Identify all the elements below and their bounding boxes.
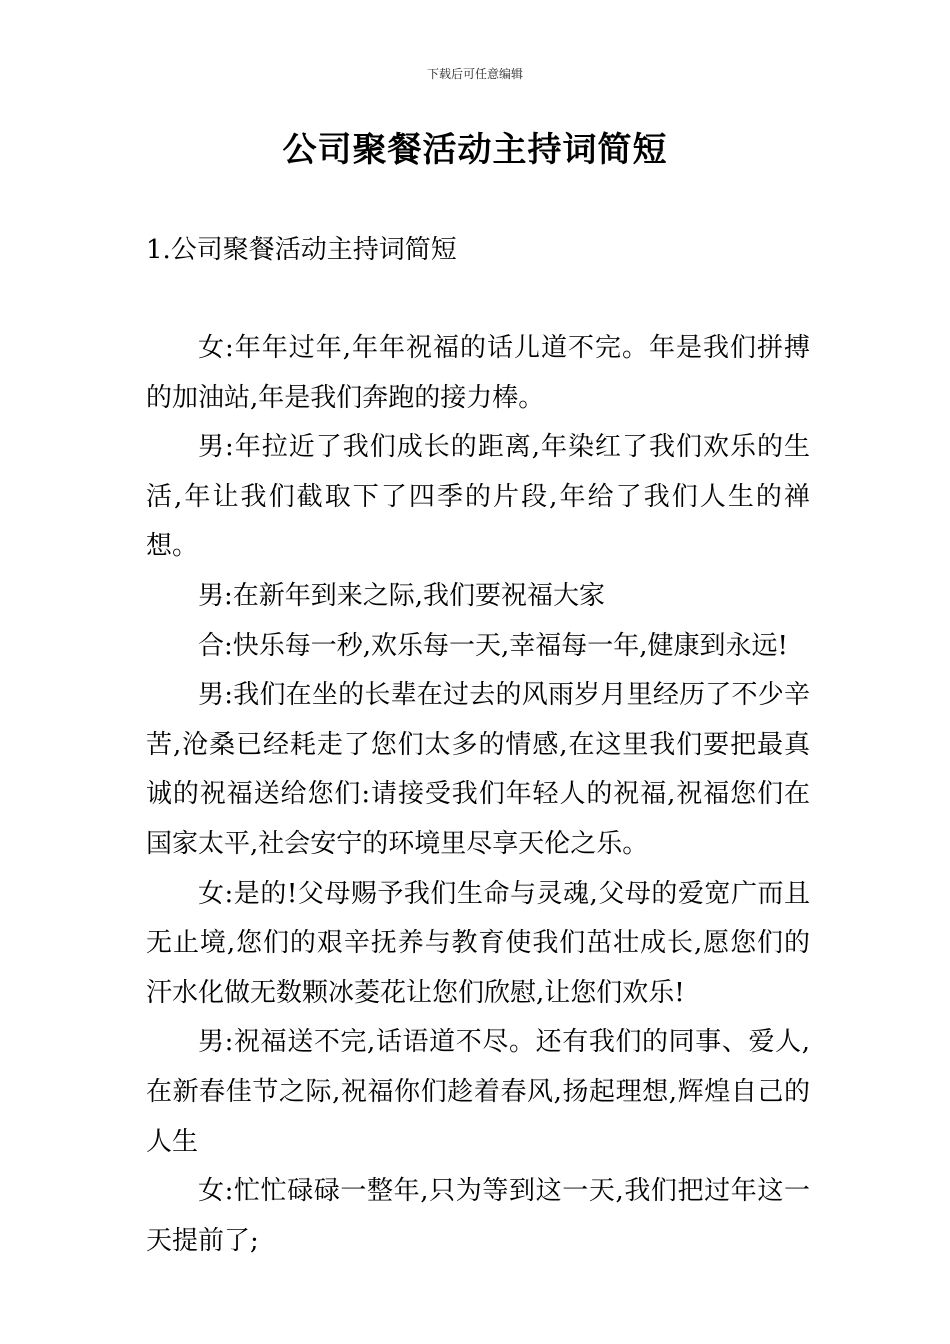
paragraph: 男:我们在坐的长辈在过去的风雨岁月里经历了不少辛苦,沧桑已经耗走了您们太多的情感,在这里我们要把最真诚的祝福送给您们:请接受我们年轻人的祝福,祝福您们在国家太平,社会安宁的环境里尽享天伦之乐。 <box>146 680 810 859</box>
document-body <box>146 324 810 1266</box>
document-title: 公司聚餐活动主持词简短 <box>282 130 668 170</box>
paragraph: 男:祝福送不完,话语道不尽。还有我们的同事、爱人,在新春佳节之际,祝福你们趁着春风,扬起理想,辉煌自己的人生 <box>146 1027 810 1157</box>
paragraph: 女:年年过年,年年祝福的话儿道不完。年是我们拼搏的加油站,年是我们奔跑的接力棒。 <box>146 333 810 413</box>
paragraph: 女:忙忙碌碌一整年,只为等到这一天,我们把过年这一天提前了; <box>146 1176 810 1256</box>
header-note: 下载后可任意编辑 <box>426 67 523 81</box>
section-heading: 1.公司聚餐活动主持词简短 <box>146 235 457 265</box>
paragraph: 男:在新年到来之际,我们要祝福大家 <box>198 580 606 611</box>
paragraph: 合:快乐每一秒,欢乐每一天,幸福每一年,健康到永远! <box>198 630 789 661</box>
paragraph: 男:年拉近了我们成长的距离,年染红了我们欢乐的生活,年让我们截取下了四季的片段,年给了我们人生的禅想。 <box>146 432 810 562</box>
paragraph: 女:是的!父母赐予我们生命与灵魂,父母的爱宽广而且无止境,您们的艰辛抚养与教育使我们茁壮成长,愿您们的汗水化做无数颗冰菱花让您们欣慰,让您们欢乐! <box>146 878 810 1008</box>
